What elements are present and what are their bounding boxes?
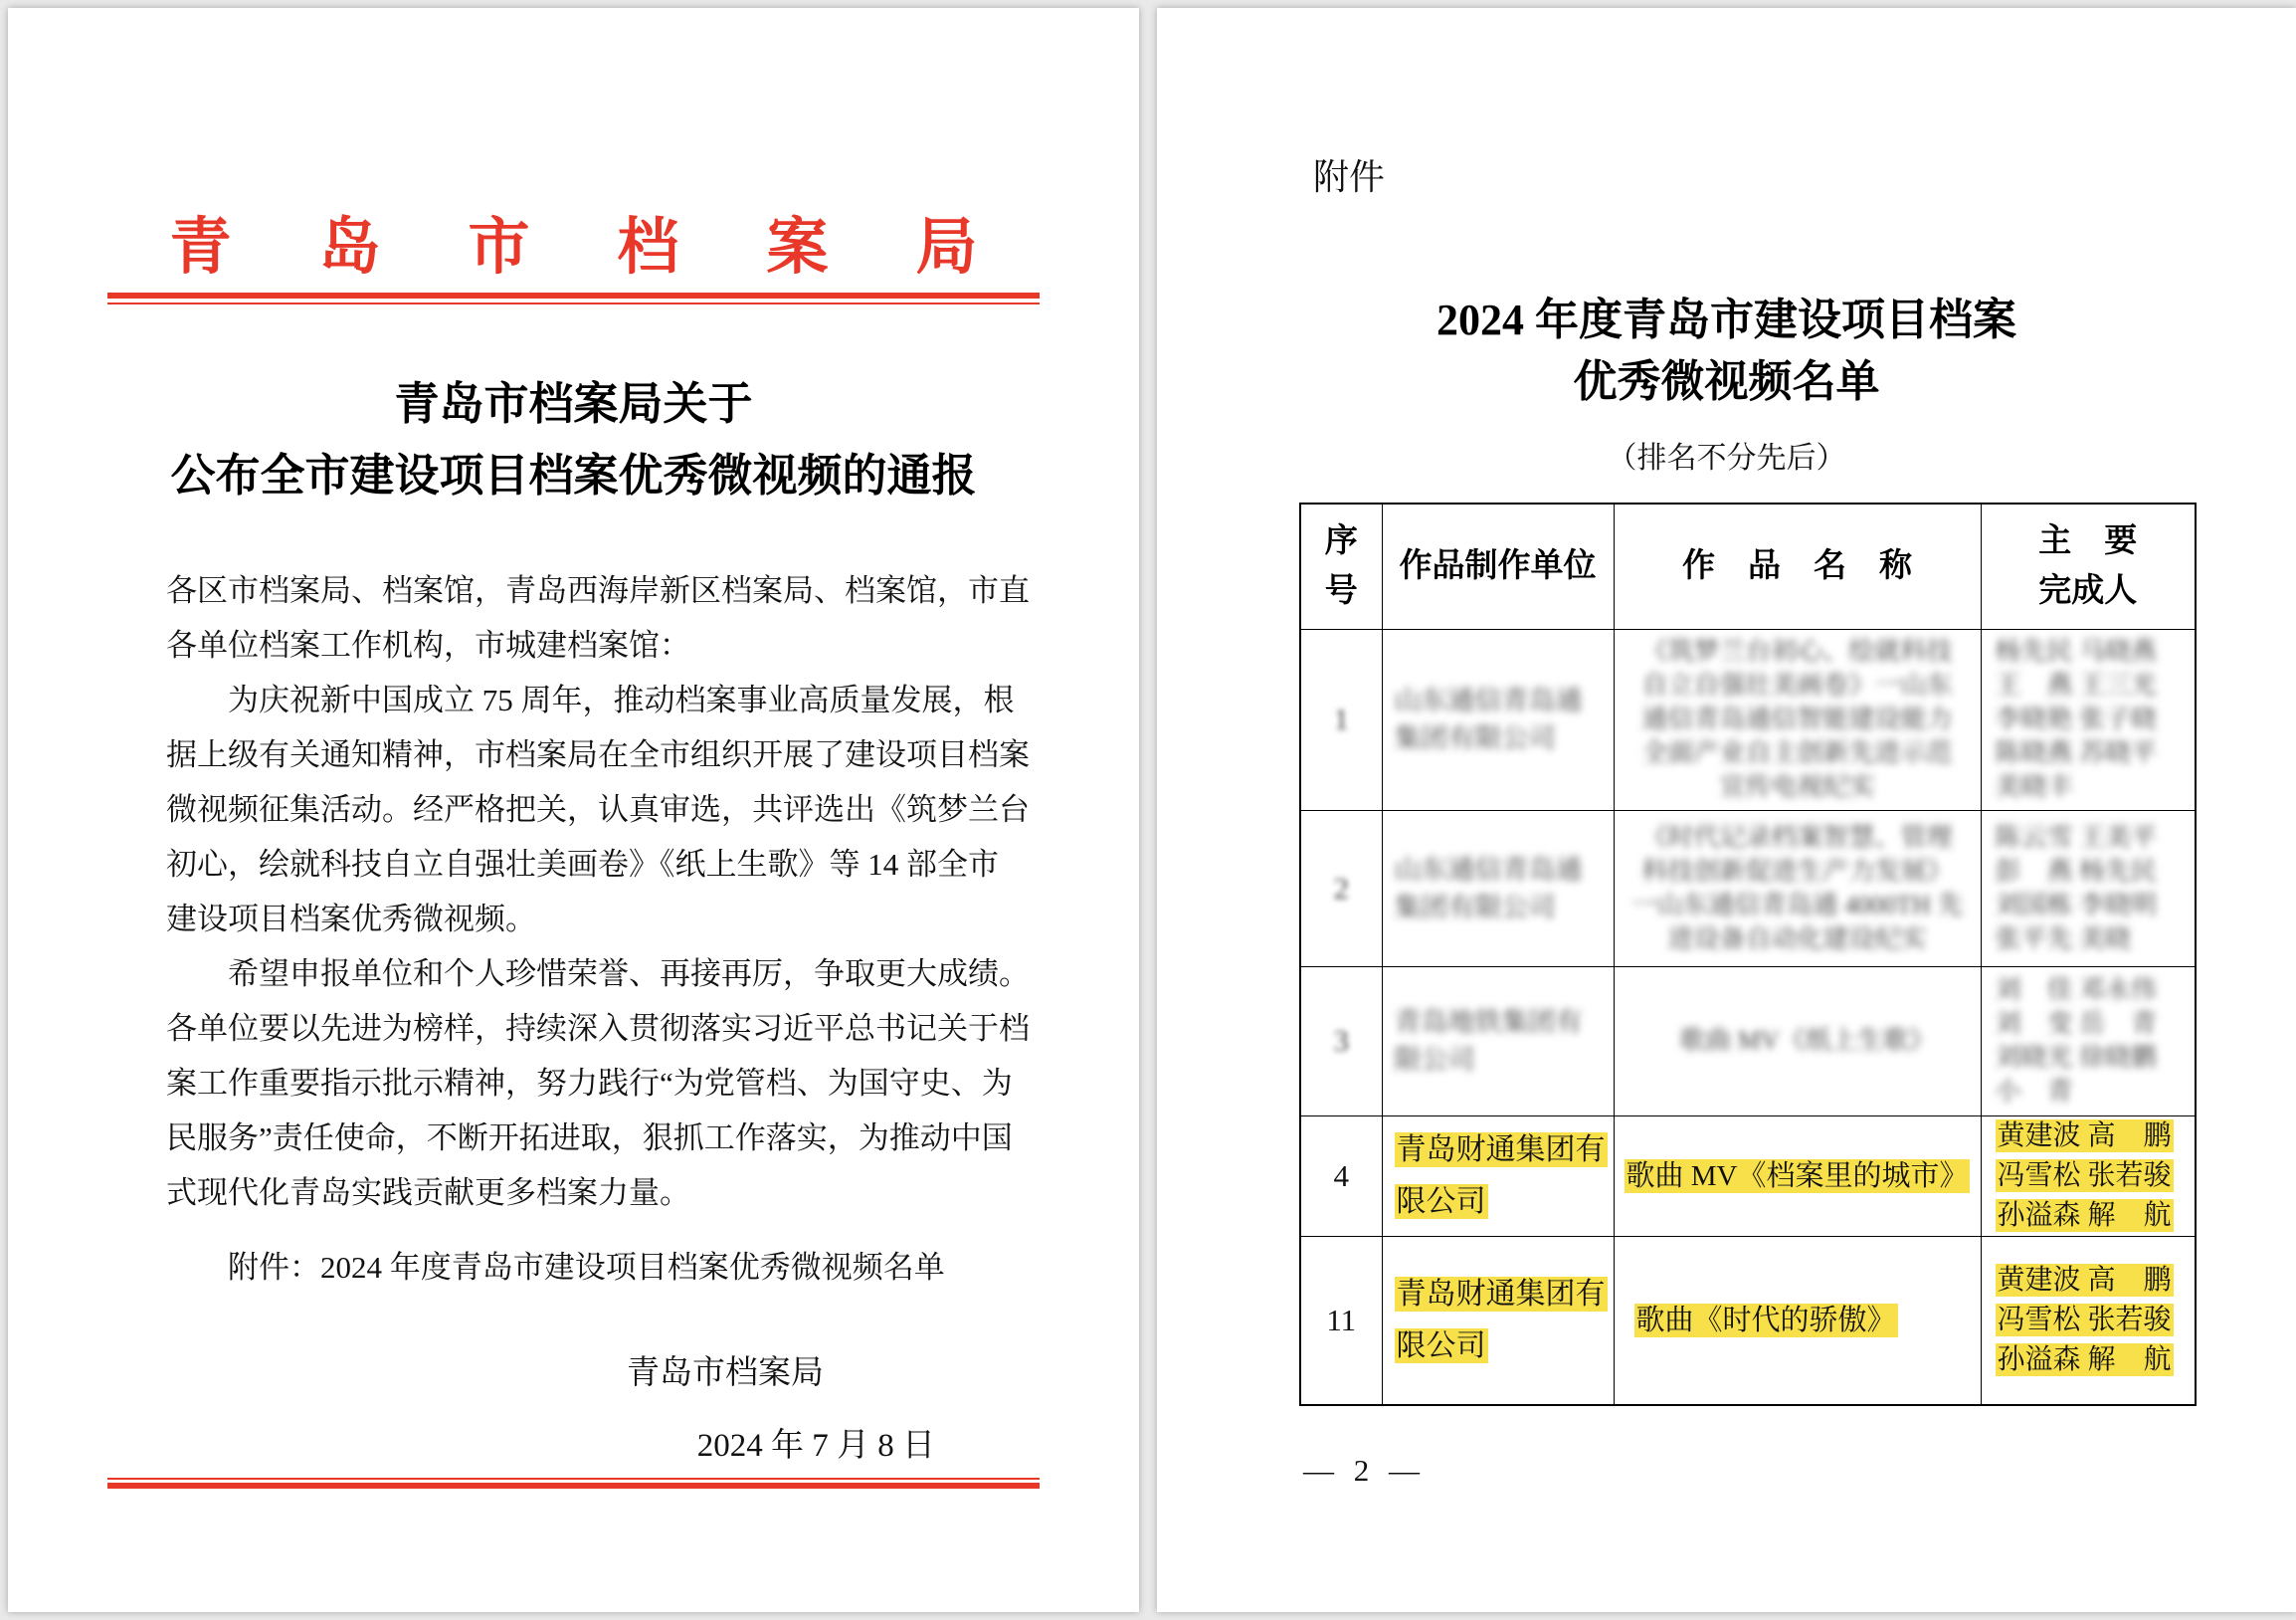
cell-work-title (1614, 810, 1981, 966)
cell-line: 孙溢森 解 航 (1997, 1199, 2172, 1231)
cell-line: 集团有限公司 (1394, 892, 1556, 922)
list-subtitle: （排名不分先后） (1607, 442, 1846, 475)
cell-line: 刘 佳 邓永伟 (1995, 975, 2158, 1004)
cell-line: 限公司 (1396, 1184, 1486, 1218)
notice-title-line1: 青岛市档案局关于 (394, 379, 753, 429)
signature-agency: 青岛市档案局 (627, 1355, 824, 1391)
cell-work-title (1614, 1236, 1981, 1405)
cell-line: 科技创新促进生产力发展》 (1641, 856, 1953, 886)
cell-line: 自立自强壮美画卷》一山东 (1641, 671, 1953, 700)
body-line: 式现代化青岛实践贡献更多档案力量。 (166, 1175, 690, 1210)
body-line: 为庆祝新中国成立 75 周年，推动档案事业高质量发展，根 (166, 683, 1015, 717)
cell-line: 山东通信青岛通 (1394, 854, 1583, 885)
cell-line: 全面产业自主创新先进示范 (1641, 738, 1953, 767)
cell-line: 集团有限公司 (1394, 723, 1556, 753)
footer-red-rule-thick (107, 1483, 1040, 1489)
cell-line: 青岛财通集团有 (1396, 1277, 1606, 1311)
body-line: 建设项目档案优秀微视频。 (166, 902, 536, 936)
body-line: 据上级有关通知精神，市档案局在全市组织开展了建设项目档案 (166, 737, 1030, 772)
table-row (1300, 629, 2196, 810)
header-cell: 序 号 (1300, 504, 1382, 629)
cell-line: 陈晓燕 苏晓平 (1995, 738, 2158, 767)
award-table (1299, 503, 2197, 1406)
cell-producer-unit (1382, 810, 1614, 966)
cell-main-contributors (1981, 966, 2196, 1115)
cell-work-title (1614, 629, 1981, 810)
cell-line: 限公司 (1396, 1328, 1486, 1362)
agency-header: 青岛市档案局 (169, 214, 1065, 282)
cell-line: 《筑梦兰台初心、绘就科技 (1641, 637, 1953, 666)
cell-producer-unit (1382, 629, 1614, 810)
body-line: 各区市档案局、档案馆，青岛西海岸新区档案局、档案馆，市直 (166, 573, 1030, 608)
cell-line: 冯雪松 张若骏 (1997, 1159, 2172, 1191)
notice-title-line2: 公布全市建设项目档案优秀微视频的通报 (170, 451, 977, 501)
cell-main-contributors (1981, 629, 2196, 810)
body-line: 初心，绘就科技自立自强壮美画卷》《纸上生歌》等 14 部全市 (166, 847, 999, 882)
cell-line: 青岛财通集团有 (1396, 1132, 1606, 1166)
page-number: — 2 — (1303, 1453, 1426, 1488)
body-line: 微视频征集活动。经严格把关，认真审选，共评选出《筑梦兰台 (166, 792, 1030, 827)
attachment-page (1157, 8, 2296, 1612)
cell-serial-number: 11 (1300, 1236, 1382, 1405)
cell-line: 一山东通信青岛通 4000TH 先 (1630, 890, 1964, 919)
attachment-reference: 附件：2024 年度青岛市建设项目档案优秀微视频名单 (228, 1250, 945, 1285)
cell-line: 小 青 (1995, 1077, 2073, 1106)
header-cell: 作品制作单位 (1382, 504, 1614, 629)
cell-line: 张平先 美晓 (1995, 923, 2132, 953)
table-row (1300, 966, 2196, 1115)
notice-body (166, 563, 1030, 1220)
list-title-line1: 2024 年度青岛市建设项目档案 (1436, 296, 2016, 344)
cell-line: 通信青岛通信智能建设能力 (1641, 705, 1953, 733)
signature-date: 2024 年 7 月 8 日 (696, 1428, 935, 1464)
footer-red-rule-thin (107, 1478, 1040, 1480)
body-line: 案工作重要指示批示精神，努力践行“为党管档、为国守史、为 (166, 1066, 1013, 1101)
table-row (1300, 1236, 2196, 1405)
cell-line: 冯雪松 张若骏 (1997, 1304, 2172, 1335)
body-line: 民服务”责任使命，不断开拓进取，狠抓工作落实，为推动中国 (166, 1120, 1013, 1155)
cell-line: 陈云雪 王美平 (1995, 822, 2158, 852)
cell-line: 刘国栋 李晓明 (1995, 890, 2158, 919)
cell-line: 进设备自动化建设纪实 (1667, 923, 1927, 953)
cell-line: 黄建波 高 鹏 (1997, 1119, 2172, 1151)
cell-line: 宣传电视纪实 (1719, 772, 1875, 801)
cell-line: 歌曲 MV《纸上生歌》 (1679, 1026, 1935, 1055)
table-row (1300, 1115, 2196, 1236)
cell-line: 歌曲《时代的骄傲》 (1635, 1304, 1896, 1336)
cell-line: 孙溢森 解 航 (1997, 1343, 2172, 1375)
cell-serial-number: 1 (1300, 629, 1382, 810)
cell-serial-number: 4 (1300, 1115, 1382, 1236)
cell-line: 黄建波 高 鹏 (1997, 1264, 2172, 1296)
header-cell: 作 品 名 称 (1614, 504, 1981, 629)
cell-line: 刘晓光 徐晓鹏 (1995, 1043, 2158, 1072)
cell-work-title (1614, 1115, 1981, 1236)
cell-line: 杨先民 马晓燕 (1995, 637, 2158, 666)
cell-line: 彭 燕 杨先民 (1995, 856, 2158, 886)
cell-producer-unit (1382, 1115, 1614, 1236)
cell-line: 限公司 (1394, 1045, 1475, 1075)
notice-page (8, 8, 1139, 1612)
cell-work-title (1614, 966, 1981, 1115)
cell-line: 王 燕 王三光 (1995, 671, 2158, 700)
body-line: 各单位要以先进为榜样，持续深入贯彻落实习近平总书记关于档 (166, 1011, 1030, 1046)
cell-line: 美晓丰 (1995, 772, 2073, 801)
red-rule-thin (107, 303, 1040, 304)
cell-main-contributors (1981, 810, 2196, 966)
cell-line: 刘 变 岳 青 (1995, 1009, 2158, 1038)
cell-line: 山东通信青岛通 (1394, 686, 1583, 715)
header-cell: 主 要 完成人 (1981, 504, 2196, 629)
red-rule-thick (107, 293, 1040, 299)
cell-line: 青岛地铁集团有 (1394, 1007, 1583, 1037)
attachment-label: 附件 (1313, 156, 1386, 197)
table-row (1300, 810, 2196, 966)
cell-serial-number: 3 (1300, 966, 1382, 1115)
cell-producer-unit (1382, 966, 1614, 1115)
cell-main-contributors (1981, 1236, 2196, 1405)
cell-main-contributors (1981, 1115, 2196, 1236)
cell-serial-number: 2 (1300, 810, 1382, 966)
table-header-row (1300, 504, 2196, 629)
list-title-line2: 优秀微视频名单 (1573, 357, 1880, 406)
cell-line: 歌曲 MV《档案里的城市》 (1626, 1159, 1969, 1192)
cell-producer-unit (1382, 1236, 1614, 1405)
body-line: 希望申报单位和个人珍惜荣誉、再接再厉，争取更大成绩。 (166, 956, 1030, 991)
body-line: 各单位档案工作机构，市城建档案馆： (166, 628, 690, 663)
cell-line: 李晓艳 张子晓 (1995, 705, 2158, 733)
cell-line: 《时代记录档案智慧、管理 (1641, 822, 1953, 852)
